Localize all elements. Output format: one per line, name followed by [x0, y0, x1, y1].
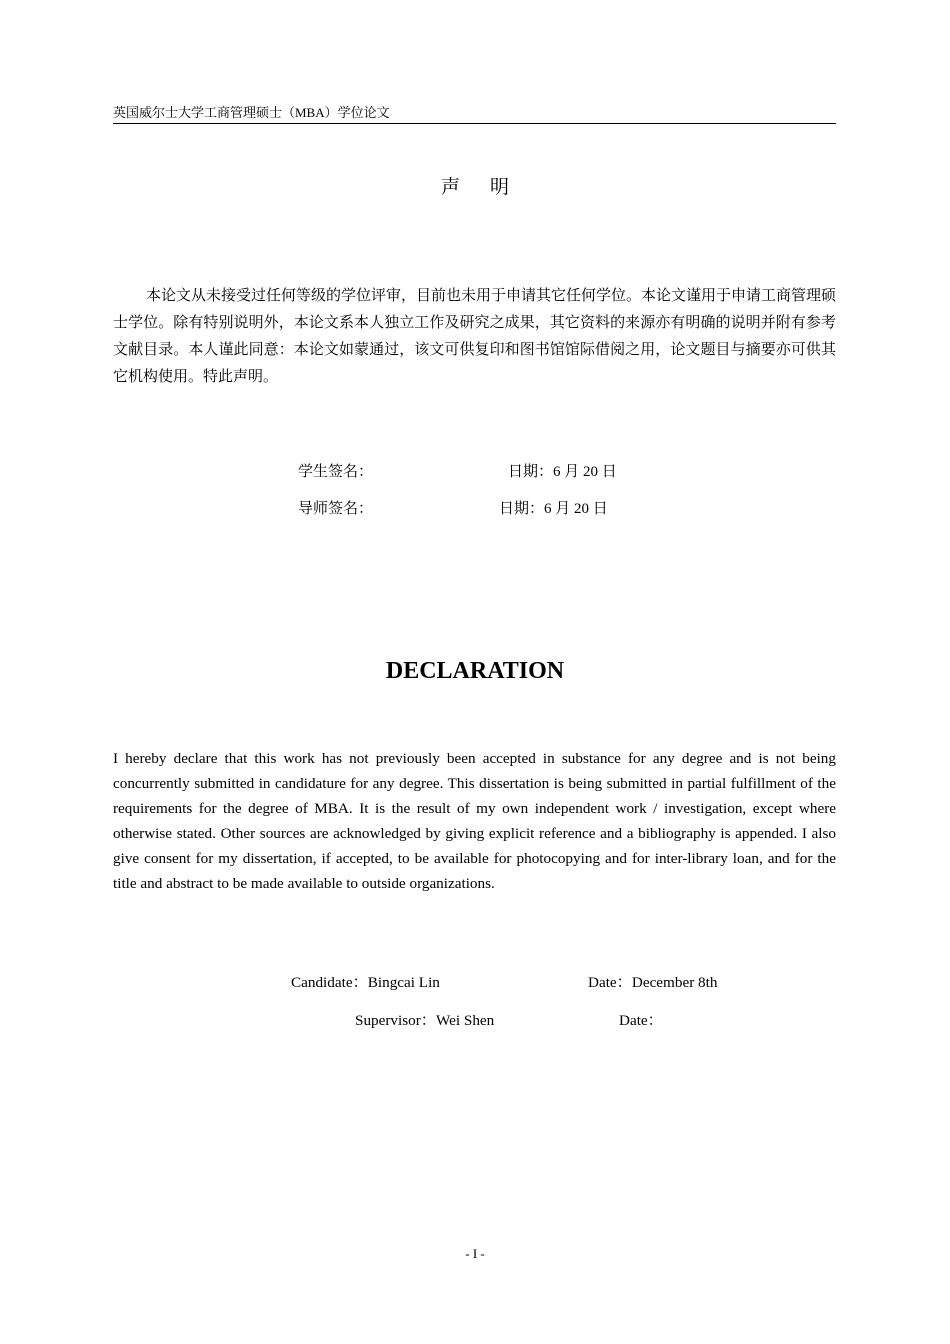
page-number: - I -: [465, 1246, 485, 1261]
candidate-date: Date：December 8th: [588, 974, 718, 991]
header-rule: [113, 123, 836, 124]
declaration-title: DECLARATION: [385, 658, 565, 684]
declaration-paragraph: I hereby declare that this work has not previously been accepted in substance for any degree and is not being concurrently submitted in candidature for any degree. This dissertation is being submitted in partial fulfillment of the requirements for the degree of MBA. It is the result of my own independent work / investigation, except where otherwise stated. Other sources are acknowledged by giving explicit reference and a bibliography is appended. I also give consent for my dissertation, if accepted, to be available for photocopying and for inter-library loan, and for the title and abstract to be made available to outside organizations.: [113, 750, 836, 892]
running-header: 英国威尔士大学工商管理硕士（MBA）学位论文: [113, 105, 390, 120]
student-signature-date: 日期：6 月 20 日: [508, 464, 617, 480]
statement-title-cn: 声明: [440, 176, 539, 198]
supervisor-signature: Supervisor：Wei Shen: [355, 1012, 495, 1029]
supervisor-signature-label-cn: 导师签名：: [298, 501, 374, 517]
supervisor-date: Date：: [619, 1012, 663, 1029]
statement-paragraph-cn: 本论文从未接受过任何等级的学位评审，目前也未用于申请其它任何学位。本论文谨用于申请工商管理硕士学位。除有特别说明外，本论文系本人独立工作及研究之成果，其它资料的来源亦有明确的说明并附有参考文献目录。本人谨此同意：本论文如蒙通过，该文可供复印和图书馆馆际借阅之用，论文题目与摘要亦可供其它机构使用。特此声明。: [113, 288, 837, 385]
candidate-signature: Candidate：Bingcai Lin: [291, 974, 440, 991]
student-signature-label: 学生签名：: [298, 464, 374, 480]
supervisor-signature-date-cn: 日期：6 月 20 日: [499, 501, 608, 517]
